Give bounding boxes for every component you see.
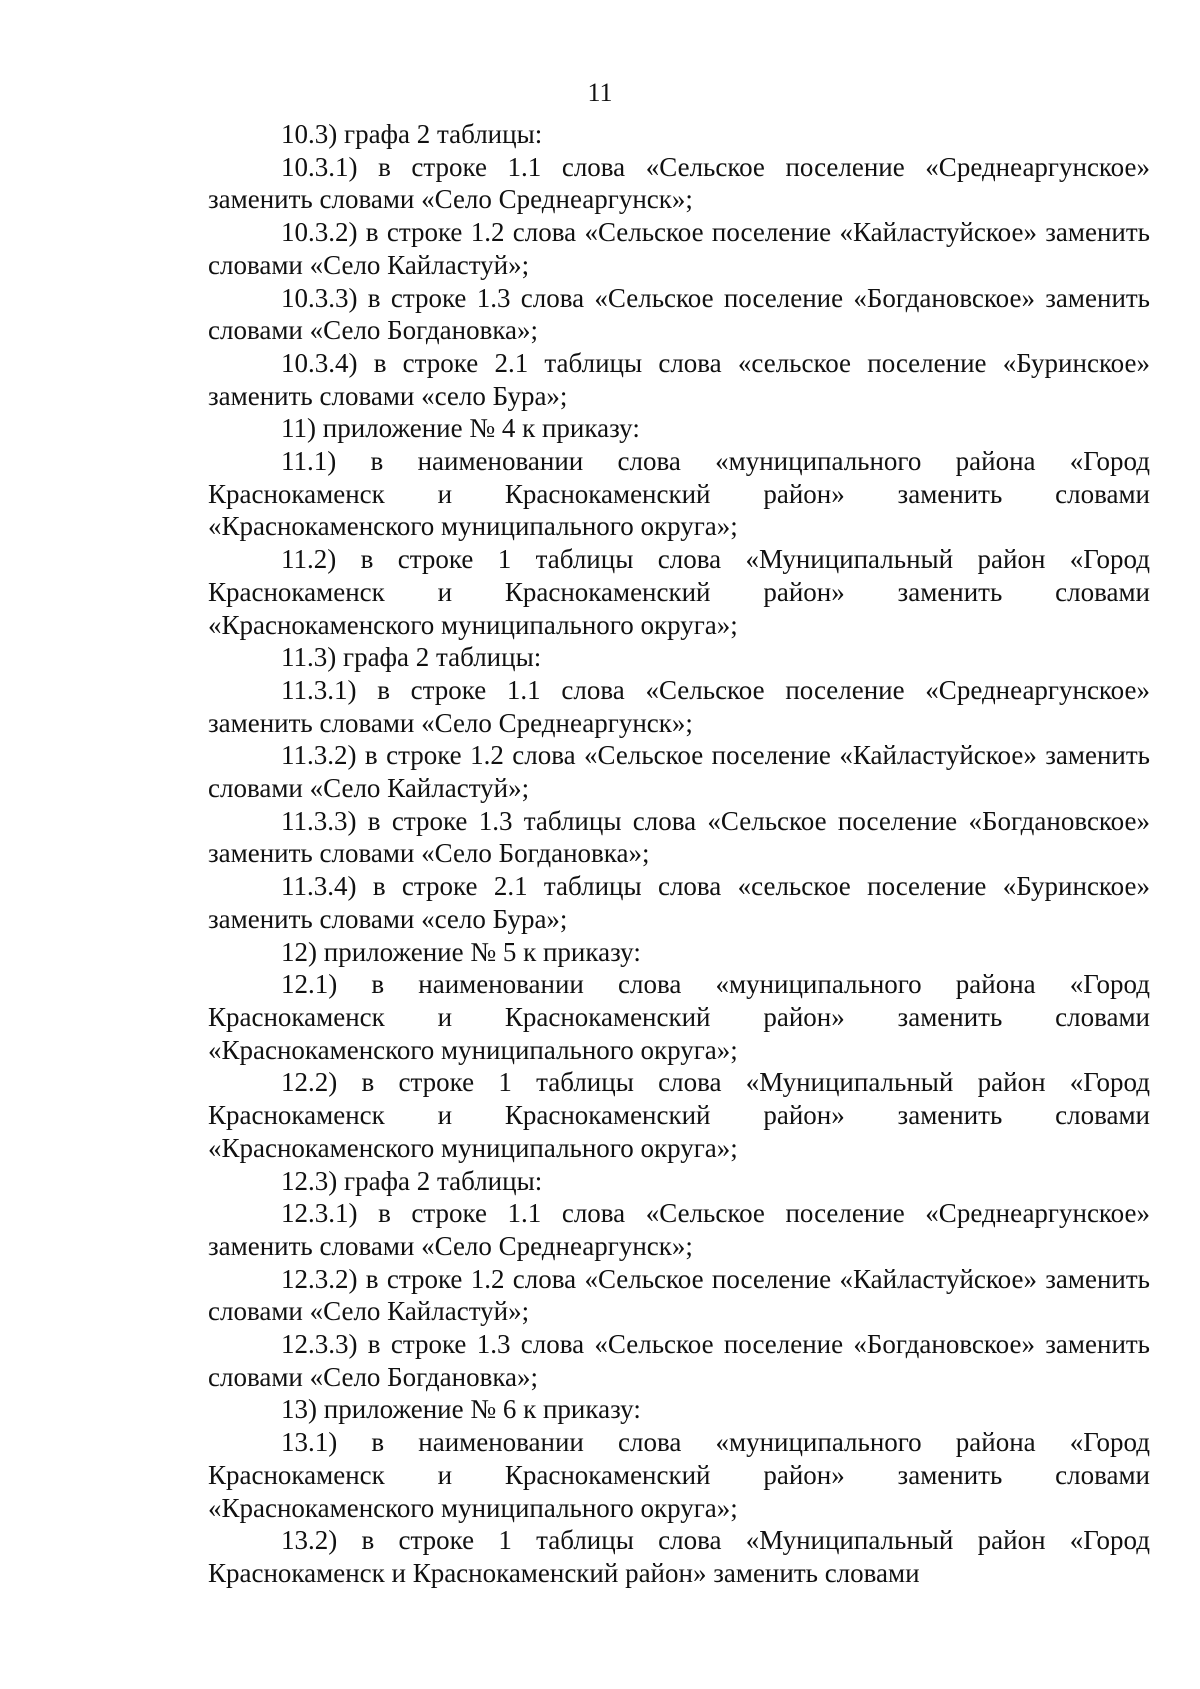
paragraph: 13) приложение № 6 к приказу: xyxy=(281,1394,641,1425)
paragraph: 12.3.1) в строке 1.1 слова «Сельское поселение «Среднеаргунское» заменить словами «Село Среднеаргунск»; xyxy=(208,1198,1150,1261)
paragraph: 12.3) графа 2 таблицы: xyxy=(281,1165,543,1196)
paragraph: 13.1) в наименовании слова «муниципального района «Город Краснокаменск и Краснокаменский район» заменить словами «Краснокаменского муниципального округа»; xyxy=(208,1427,1150,1523)
paragraph: 10.3.1) в строке 1.1 слова «Сельское поселение «Среднеаргунское» заменить словами «Село Среднеаргунск»; xyxy=(208,151,1150,215)
paragraph: 10.3.4) в строке 2.1 таблицы слова «сельское поселение «Буринское» заменить словами «село Бура»; xyxy=(208,347,1150,411)
paragraph: 12.2) в строке 1 таблицы слова «Муниципальный район «Город Краснокаменск и Краснокаменский район» заменить словами «Краснокаменского муниципального округа»; xyxy=(208,1067,1150,1163)
paragraph: 12.3.2) в строке 1.2 слова «Сельское поселение «Кайластуйское» заменить словами «Село Кайластуй»; xyxy=(208,1263,1150,1327)
paragraph: 12.1) в наименовании слова «муниципального района «Город Краснокаменск и Краснокаменский район» заменить словами «Краснокаменского муниципального округа»; xyxy=(208,969,1150,1065)
paragraph: 11.3.3) в строке 1.3 таблицы слова «Сельское поселение «Богдановское» заменить словами «Село Богдановка»; xyxy=(208,805,1150,869)
paragraph: 11.1) в наименовании слова «муниципального района «Город Краснокаменск и Краснокаменский район» заменить словами «Краснокаменского муниципального округа»; xyxy=(208,446,1150,542)
paragraph: 11) приложение № 4 к приказу: xyxy=(281,413,640,444)
document-body xyxy=(208,118,1150,1590)
page-number: 11 xyxy=(587,78,613,107)
paragraph: 11.3.2) в строке 1.2 слова «Сельское поселение «Кайластуйское» заменить словами «Село Кайластуй»; xyxy=(208,740,1150,804)
paragraph: 10.3.3) в строке 1.3 слова «Сельское поселение «Богдановское» заменить словами «Село Богдановка»; xyxy=(208,282,1150,346)
paragraph: 10.3) графа 2 таблицы: xyxy=(281,119,543,149)
paragraph: 11.2) в строке 1 таблицы слова «Муниципальный район «Город Краснокаменск и Краснокаменский район» заменить словами «Краснокаменского муниципального округа»; xyxy=(208,544,1150,640)
paragraph: 12.3.3) в строке 1.3 слова «Сельское поселение «Богдановское» заменить словами «Село Богдановка»; xyxy=(208,1329,1150,1392)
paragraph: 11.3.1) в строке 1.1 слова «Сельское поселение «Среднеаргунское» заменить словами «Село Среднеаргунск»; xyxy=(208,674,1150,738)
paragraph: 11.3) графа 2 таблицы: xyxy=(281,642,542,673)
paragraph: 10.3.2) в строке 1.2 слова «Сельское поселение «Кайластуйское» заменить словами «Село Кайластуй»; xyxy=(208,217,1150,280)
paragraph: 13.2) в строке 1 таблицы слова «Муниципальный район «Город Краснокаменск и Краснокаменский район» заменить словами xyxy=(208,1525,1150,1588)
paragraph: 12) приложение № 5 к приказу: xyxy=(281,936,641,967)
paragraph: 11.3.4) в строке 2.1 таблицы слова «сельское поселение «Буринское» заменить словами «село Бура»; xyxy=(208,871,1150,934)
